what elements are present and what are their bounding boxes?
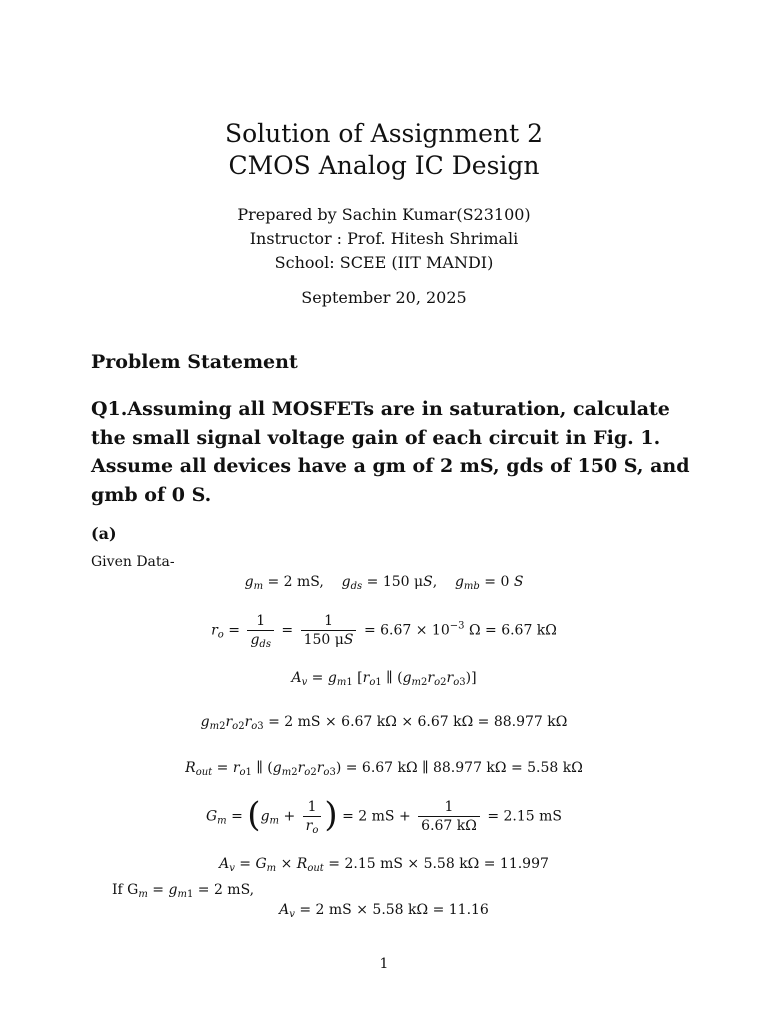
date-line: September 20, 2025 [301,288,467,307]
equation-av-result: $A_v = G_m \times R_{out} = 2.15$ mS × 5.58 kΩ = 11.997 [219,856,549,874]
condition-text: If $G_m = g_{m1} = 2$ mS, [112,882,255,900]
equation-rout: $R_{out} = r_{o1}$ ∥ $(g_{m2}r_{o2}r_{o3}) = 6.67$ kΩ ∥ 88.977 kΩ = 5.58 kΩ [185,760,583,778]
title-line-1: Solution of Assignment 2 [225,119,543,148]
equation-ro: $r_o$ = $\frac{1}{g_{ds}}$ = $\frac{1}{150 \mu S}$ = $6.67 \times 10^{-3}$ Ω = 6.67 kΩ [211,613,557,650]
given-data-label: Given Data- [91,554,175,570]
equation-cascode-resistance: $g_{m2}r_{o2}r_{o3} = 2$ mS × 6.67 kΩ × 6.67 kΩ = 88.977 kΩ [200,714,568,732]
equation-av-alternate: $A_v = 2$ mS × 5.58 kΩ = 11.16 [279,902,489,920]
author-line: Prepared by Sachin Kumar(S23100) [237,205,531,224]
school-line: School: SCEE (IIT MANDI) [274,253,494,272]
part-label: (a) [91,524,117,543]
equation-Gm: $G_m = (g_m$ + $\frac{1}{r_o}$ ) = 2 mS + $\frac{1}{6.67 k\Omega}$ = 2.15 mS [205,794,562,836]
section-heading: Problem Statement [91,351,298,373]
equation-av-expression: $A_v = g_{m1}$ [$r_{o1}$ ∥ $(g_{m2}r_{o2}r_{o3})$] [291,670,477,688]
title-line-2: CMOS Analog IC Design [228,151,540,180]
page-number: 1 [379,956,389,972]
instructor-line: Instructor : Prof. Hitesh Shrimali [249,229,519,248]
equation-given: $g_m = 2$ mS, $g_{ds} = 150$ μS, $g_{mb} = 0$ S [244,574,524,592]
question-text: Q1.Assuming all MOSFETs are in saturation, calculate the small signal voltage gain of each circuit in Fig. 1. Assume all devices have a gm of 2 mS, gds of 150 S, and gmb of 0 S. [91,398,690,506]
